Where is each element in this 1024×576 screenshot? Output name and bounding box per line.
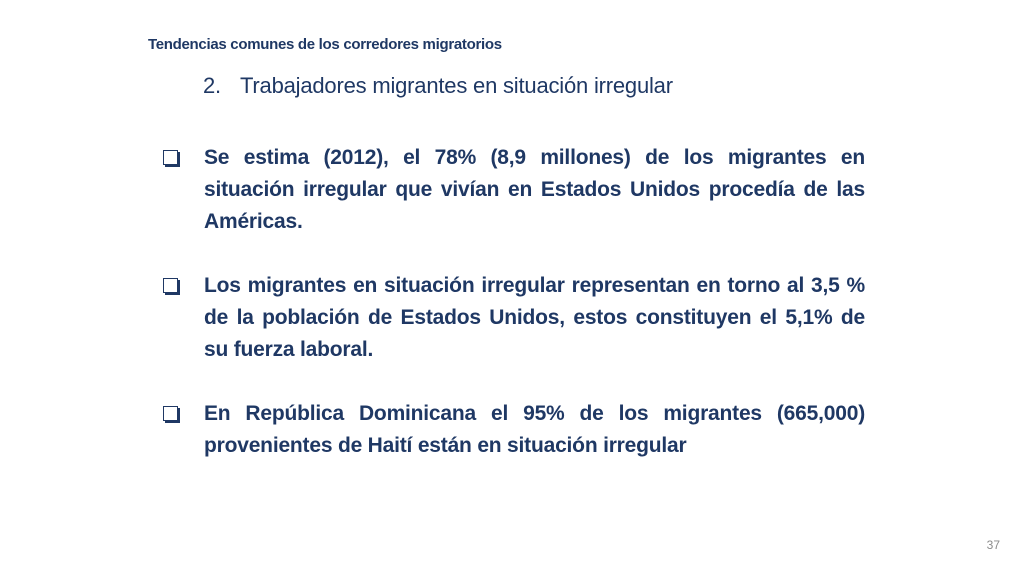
bullet-text: Se estima (2012), el 78% (8,9 millones) de los migrantes en situación irregular que vivían en Estados Unidos procedía de las Américas.: [204, 146, 865, 233]
slide-header: Tendencias comunes de los corredores migratorios: [148, 36, 502, 53]
slide-subtitle: [203, 73, 673, 99]
subtitle-text: Trabajadores migrantes en situación irregular: [240, 73, 673, 98]
checkbox-bullet-icon: [163, 406, 178, 421]
bullet-item: [160, 270, 865, 366]
page-number: 37: [986, 538, 1000, 552]
checkbox-bullet-icon: [163, 150, 178, 165]
bullet-text: Los migrantes en situación irregular representan en torno al 3,5 % de la población de Estados Unidos, estos constituyen el 5,1% de su fuerza laboral.: [204, 274, 865, 361]
bullet-item: [160, 142, 865, 238]
bullet-list: [160, 142, 865, 494]
bullet-text: En República Dominicana el 95% de los migrantes (665,000) provenientes de Haití están en situación irregular: [204, 402, 865, 457]
checkbox-bullet-icon: [163, 278, 178, 293]
bullet-item: [160, 398, 865, 462]
subtitle-number: 2.: [203, 73, 221, 98]
